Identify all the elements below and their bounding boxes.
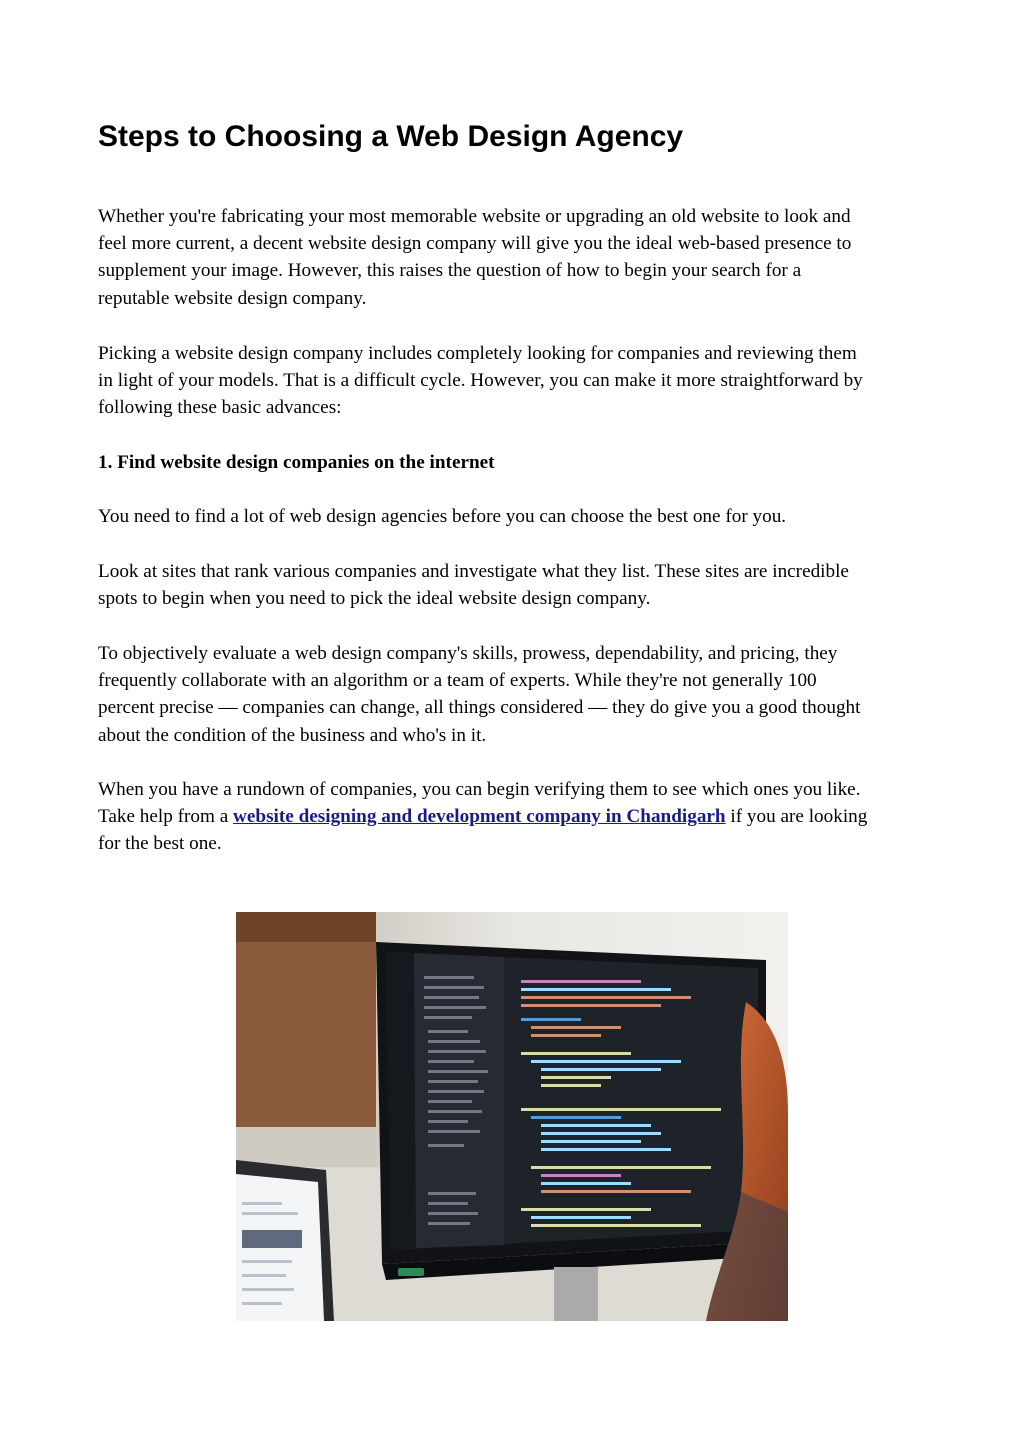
rundown-line: When you have a rundown of companies, you can begin verifying them to see which ones you like. <box>98 779 861 800</box>
look-line: spots to begin when you need to pick the ideal website design company. <box>98 588 651 610</box>
objectively-line: percent precise — companies can change, all things considered — they do give you a good thought <box>98 697 861 719</box>
objectively-line: To objectively evaluate a web design company's skills, prowess, dependability, and pricing, they <box>98 643 838 664</box>
photo-illustration <box>236 912 788 1321</box>
picking-line: Picking a website design company includes completely looking for companies and reviewing them <box>98 343 857 364</box>
picking-line: following these basic advances: <box>98 397 342 419</box>
rundown-text-before: Take help from a <box>98 806 234 828</box>
wood-panel-shadow <box>236 912 376 942</box>
shelf <box>236 1127 376 1167</box>
monitor-stand <box>554 1267 598 1321</box>
step-1-heading <box>98 449 928 476</box>
objectively-line: frequently collaborate with an algorithm or a team of experts. While they're not generally 100 <box>98 670 817 692</box>
need-paragraph <box>98 503 928 530</box>
picking-paragraph <box>98 340 928 422</box>
intro-line: reputable website design company. <box>98 287 367 309</box>
activity-bar <box>386 952 416 1250</box>
monitor-logo <box>398 1268 424 1276</box>
objectively-line: about the condition of the business and who's in it. <box>98 724 487 746</box>
look-line: Look at sites that rank various companies and investigate what they list. These sites are incredible <box>98 561 849 582</box>
rundown-text-after: if you are looking <box>725 806 868 828</box>
rundown-paragraph <box>98 776 928 858</box>
picking-line: in light of your models. That is a difficult cycle. However, you can make it more straightforward by <box>98 370 863 392</box>
look-paragraph <box>98 558 928 612</box>
intro-line: supplement your image. However, this raises the question of how to begin your search for a <box>98 260 802 282</box>
objectively-paragraph <box>98 640 928 749</box>
wood-panel <box>236 912 376 1127</box>
need-line: You need to find a lot of web design agencies before you can choose the best one for you. <box>98 506 787 527</box>
monitor-code-photo <box>236 912 788 1321</box>
rundown-line: for the best one. <box>98 833 222 855</box>
page-title: Steps to Choosing a Web Design Agency <box>98 120 684 153</box>
intro-paragraph <box>98 203 928 312</box>
chandigarh-company-link[interactable]: website designing and development company in Chandigarh <box>233 806 726 828</box>
rundown-line <box>98 803 928 830</box>
intro-line: feel more current, a decent website design company will give you the ideal web-based presence to <box>98 233 852 255</box>
intro-line: Whether you're fabricating your most memorable website or upgrading an old website to look and <box>98 206 851 227</box>
step-1-heading-text: 1. Find website design companies on the internet <box>98 452 495 473</box>
